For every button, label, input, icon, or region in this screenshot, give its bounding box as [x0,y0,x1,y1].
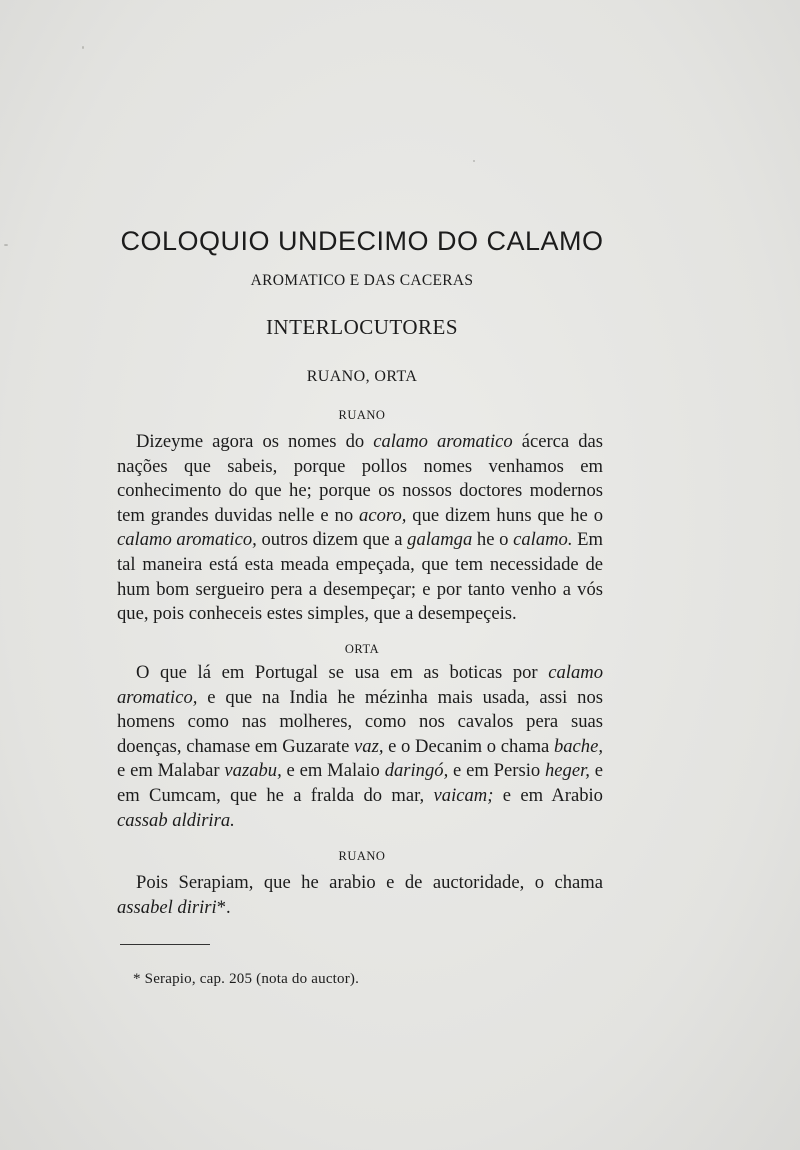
italic-term: calamo. [513,529,573,551]
footnote-divider [120,944,210,945]
text-run: e o Decanim o chama [383,735,554,757]
dialogue-paragraph-ruano [117,871,603,920]
text-run: Dizeyme agora os nomes do [136,431,374,452]
speaker-label-ruano: RUANO [338,849,386,863]
italic-term: galamga [407,529,473,551]
text-run: ácerca das nações que sabeis, porque pollos nomes venhamos em conhecimento do que he; porque os nossos doctores modernos tem grandes duvidas nelle e no [117,431,603,526]
text-run: O que lá em Portugal se usa em as boticas por [136,662,549,683]
italic-term: vaicam; [433,784,494,806]
speaker-label-ruano: RUANO [338,408,386,422]
dialogue-text [117,661,603,833]
dialogue-paragraph-ruano [117,430,603,627]
italic-term: daringó, [384,760,449,782]
text-run: e em Arabio [493,784,603,806]
text-run: Em tal maneira está esta meada empeçada, que tem necessidade de hum bom sergueiro pera a desempeçar; e por tanto venho a vós que, pois conheceis estes simples, que a desempeçeis. [117,529,603,625]
dialogue-text [117,871,603,920]
text-run: outros dizem que a [256,529,408,551]
italic-term: acoro, [359,504,407,526]
chapter-title: COLOQUIO UNDECIMO DO CALAMO [120,226,604,256]
paper-speck [473,160,475,162]
speakers-list: RUANO, ORTA [306,368,418,385]
italic-term: calamo aromatico, [117,662,603,708]
text-run: he o [472,529,514,551]
speaker-label-orta: ORTA [344,642,380,656]
paper-speck [82,46,84,49]
interlocutors-heading: INTERLOCUTORES [265,315,459,339]
italic-term: vazabu, [224,760,282,782]
dialogue-text [117,430,603,627]
text-run: e em Malabar [117,760,225,782]
italic-term: vaz, [354,735,384,757]
italic-term: assabel diriri [117,896,217,918]
text-run: *. [216,896,231,918]
italic-term: calamo aromatico [373,431,513,452]
chapter-subtitle: AROMATICO E DAS CACERAS [250,272,474,289]
text-run: e em Cumcam, que he a fralda do mar, [117,760,604,806]
italic-term: bache, [553,735,603,757]
text-run: e em Malaio [281,760,385,782]
text-run: que dizem huns que he o [406,504,603,526]
text-run: e em Persio [448,760,545,782]
text-run: Pois Serapiam, que he arabio e de auctoridade, o chama [136,872,603,893]
italic-term: calamo aromatico, [117,529,257,551]
footnote: * Serapio, cap. 205 (nota do auctor). [133,971,360,987]
italic-term: heger, [545,760,590,782]
text-run: e que na India he mézinha mais usada, assi nos homens como nas molheres, como nos cavalos pera suas doenças, chamase em Guzarate [117,686,603,757]
italic-term: cassab aldirira. [117,809,235,831]
dialogue-paragraph-orta [117,661,603,833]
